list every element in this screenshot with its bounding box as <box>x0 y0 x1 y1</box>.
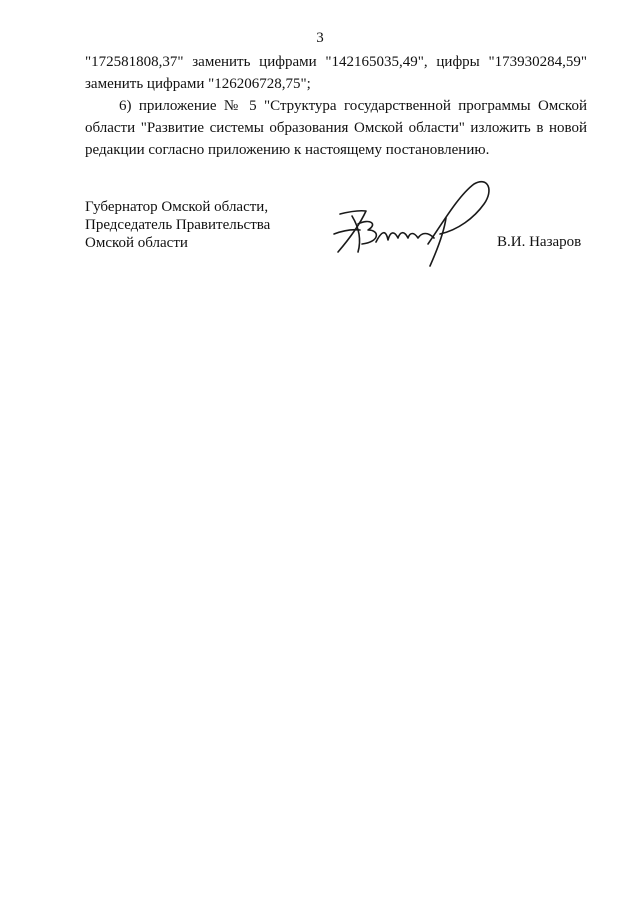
body-text <box>85 51 587 161</box>
signer-title-line-2: Председатель Правительства <box>85 217 271 233</box>
paragraph-2: 6) приложение № 5 "Структура государственной программы Омской области "Развитие системы образования Омской области" изложить в новой редакции согласно приложению к настоящему постановлению. <box>85 98 587 158</box>
paragraph-1-line-1: "172581808,37" заменить цифрами "142165035,49", цифры "173930284,59" <box>85 54 587 70</box>
paragraph-1-line-2: заменить цифрами "126206728,75"; <box>85 76 311 92</box>
signer-title-line-1: Губернатор Омской области, <box>85 199 269 215</box>
signer-title-block <box>85 198 270 252</box>
signer-title-line-3: Омской области <box>85 235 188 251</box>
page-number: 3 <box>316 30 324 46</box>
signer-name: В.И. Назаров <box>497 234 582 250</box>
signature-icon <box>318 168 498 268</box>
